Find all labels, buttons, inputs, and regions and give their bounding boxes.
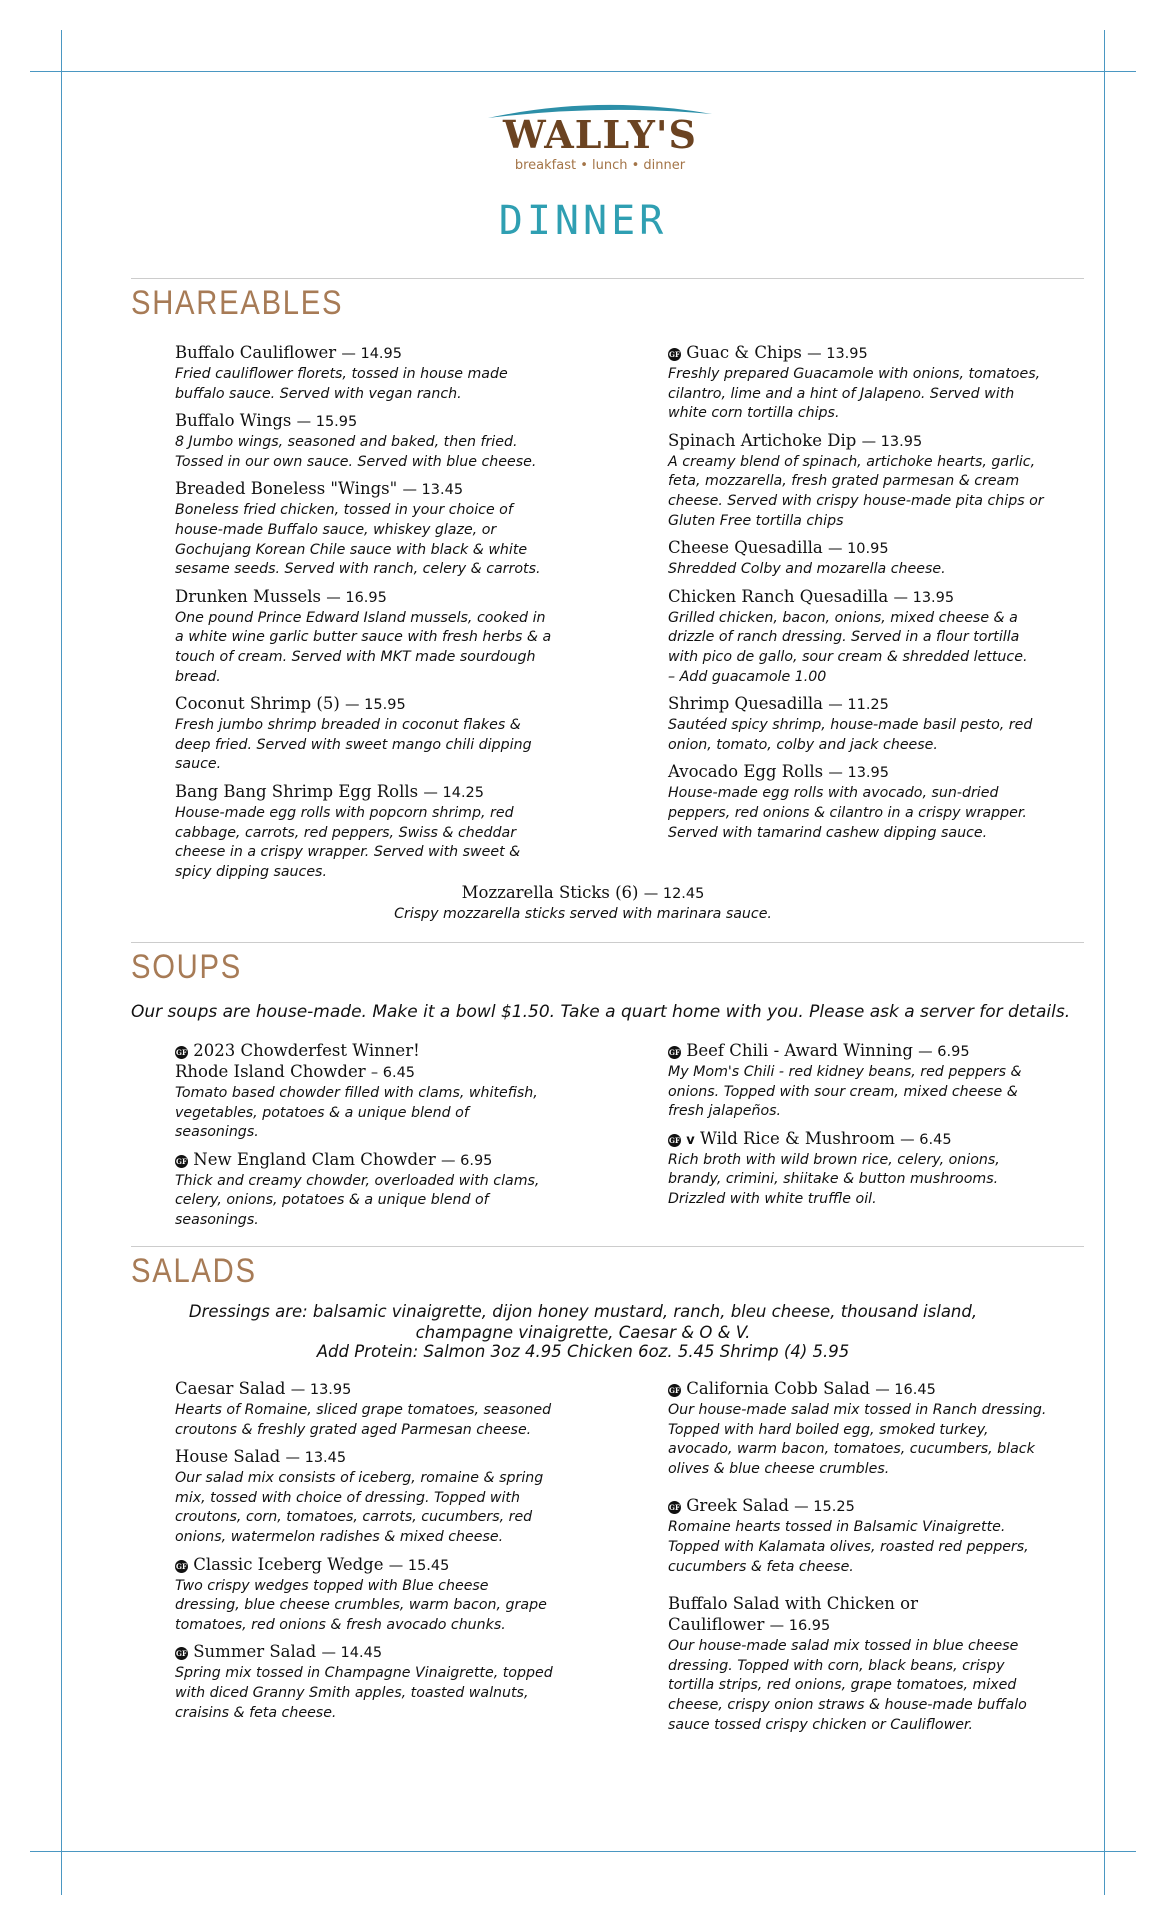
section-title-salads: SALADS xyxy=(131,1252,257,1290)
menu-item xyxy=(668,342,1088,424)
wallys-logo xyxy=(480,98,720,180)
gluten-free-icon: GF xyxy=(176,1156,187,1166)
menu-item xyxy=(175,1378,605,1440)
item-name: Buffalo Salad with Chicken or xyxy=(668,1594,918,1614)
item-price: — 15.45 xyxy=(388,1557,450,1574)
item-price: — 15.95 xyxy=(296,414,358,431)
item-name: Cheese Quesadilla xyxy=(668,538,823,558)
item-description-line: Served with tamarind cashew dipping sauce. xyxy=(668,824,988,841)
mozzarella-sticks-item xyxy=(0,882,1166,925)
item-description-line: Topped with Kalamata olives, roasted red peppers, xyxy=(668,1538,1029,1555)
item-price: – 6.45 xyxy=(370,1065,416,1081)
item-description-line: with pico de gallo, sour cream & shredded lettuce. xyxy=(668,648,1028,665)
item-description-line: Grilled chicken, bacon, onions, mixed cheese & a xyxy=(668,609,1018,626)
item-description-line: Hearts of Romaine, sliced grape tomatoes, seasoned xyxy=(175,1402,552,1418)
item-description-line: Our house-made salad mix tossed in blue cheese xyxy=(668,1638,1019,1655)
item-description-line: with diced Granny Smith apples, toasted walnuts, xyxy=(175,1684,529,1701)
item-description-line: bread. xyxy=(175,668,221,685)
item-price: — 15.25 xyxy=(794,1499,855,1516)
item-name: Greek Salad xyxy=(686,1496,789,1516)
item-description-line: cilantro, lime and a hint of Jalapeno. Served with xyxy=(668,385,1015,402)
add-protein-line: Add Protein: Salmon 3oz 4.95 Chicken 6oz. 5.45 Shrimp (4) 5.95 xyxy=(316,1342,850,1361)
item-description-line: Thick and creamy chowder, overloaded with clams, xyxy=(175,1172,540,1189)
item-description-line: house-made Buffalo sauce, whiskey glaze, or xyxy=(175,521,497,538)
menu-item xyxy=(668,1378,1088,1479)
item-name: Chicken Ranch Quesadilla xyxy=(668,586,889,606)
item-price: — 13.95 xyxy=(807,346,868,362)
item-name: Drunken Mussels xyxy=(175,586,321,606)
item-description-line: dressing, blue cheese crumbles, warm bacon, grape xyxy=(175,1597,547,1614)
item-price: — 14.95 xyxy=(341,346,402,362)
item-description-line: Our house-made salad mix tossed in Ranch dressing. xyxy=(668,1402,1047,1418)
item-description-line: seasonings. xyxy=(175,1211,259,1228)
menu-item xyxy=(175,1554,605,1636)
item-description-line: brandy, crimini, shiitake & button mushrooms. xyxy=(668,1171,999,1188)
menu-item xyxy=(668,693,1088,755)
item-description-line: A creamy blend of spinach, artichoke hearts, garlic, xyxy=(668,453,1036,470)
soups-note: Our soups are house-made. Make it a bowl $1.50. Take a quart home with you. Please ask a server for details. xyxy=(131,1002,1071,1022)
item-description-line: Shredded Colby and mozarella cheese. xyxy=(668,561,946,578)
item-price: — 16.95 xyxy=(326,589,387,606)
item-name: Avocado Egg Rolls xyxy=(668,762,824,782)
item-description-line: Fresh jumbo shrimp breaded in coconut flakes & xyxy=(175,717,521,734)
item-description-line: cucumbers & feta cheese. xyxy=(668,1558,854,1575)
item-description-line: Two crispy wedges topped with Blue cheese xyxy=(175,1577,489,1594)
item-description-line: mix, tossed with choice of dressing. Topped with xyxy=(175,1489,520,1506)
item-description-line: deep fried. Served with sweet mango chili dipping xyxy=(175,736,532,753)
soups-left-column xyxy=(175,1040,605,1237)
logo-name: WALLY'S xyxy=(503,112,697,157)
item-name: New England Clam Chowder xyxy=(193,1149,436,1169)
item-name: House Salad xyxy=(175,1447,281,1467)
item-name: Bang Bang Shrimp Egg Rolls xyxy=(175,781,419,801)
item-description-line: craisins & feta cheese. xyxy=(175,1704,337,1721)
menu-item xyxy=(668,586,1088,687)
item-price: — 16.45 xyxy=(875,1382,936,1398)
menu-item xyxy=(668,1040,1088,1122)
item-price: — 6.95 xyxy=(918,1044,970,1060)
menu-item xyxy=(175,586,605,687)
section-title-soups: SOUPS xyxy=(131,948,242,986)
item-description-line: seasonings. xyxy=(175,1124,259,1141)
item-name: Beef Chili - Award Winning xyxy=(686,1041,913,1060)
menu-item xyxy=(668,430,1088,531)
item-description-line: Gluten Free tortilla chips xyxy=(668,512,844,529)
menu-item xyxy=(668,1495,1088,1577)
menu-item xyxy=(175,342,605,404)
dressings-line-2: champagne vinaigrette, Caesar & O & V. xyxy=(415,1323,751,1342)
menu-item xyxy=(668,1128,1088,1210)
gluten-free-icon: GF xyxy=(669,1048,680,1057)
guide-line-left xyxy=(61,30,62,1895)
item-description-line: olives & blue cheese crumbles. xyxy=(668,1460,890,1477)
item-description-line: drizzle of ranch dressing. Served in a flour tortilla xyxy=(668,629,1020,646)
item-description-line: croutons & freshly grated aged Parmesan cheese. xyxy=(175,1421,532,1438)
item-price: — 13.95 xyxy=(861,433,923,450)
item-description-line: sesame seeds. Served with ranch, celery & carrots. xyxy=(175,561,541,578)
item-description-line: cheese in a crispy wrapper. Served with sweet & xyxy=(175,844,521,861)
menu-item xyxy=(175,478,605,579)
divider xyxy=(131,942,1084,943)
item-description-line: Spring mix tossed in Champagne Vinaigrette, topped xyxy=(175,1665,553,1682)
item-description-line: onion, tomato, colby and jack cheese. xyxy=(668,736,938,753)
gluten-free-icon: GF xyxy=(176,1649,187,1659)
item-description-line: Sautéed spicy shrimp, house-made basil pesto, red xyxy=(668,717,1033,734)
item-name-line-2: Cauliflower xyxy=(668,1615,765,1635)
item-name: Wild Rice & Mushroom xyxy=(699,1128,895,1148)
item-name: California Cobb Salad xyxy=(686,1379,870,1398)
item-price: — 6.95 xyxy=(441,1152,493,1169)
item-description-line: Our salad mix consists of iceberg, romaine & spring xyxy=(175,1470,544,1487)
item-description-line: avocado, warm bacon, tomatoes, cucumbers, black xyxy=(668,1441,1035,1458)
item-description: Crispy mozzarella sticks served with marinara sauce. xyxy=(394,906,772,922)
item-description-line: buffalo sauce. Served with vegan ranch. xyxy=(175,385,462,402)
divider xyxy=(131,1246,1084,1247)
vegetarian-icon: v xyxy=(686,1132,695,1148)
shareables-left-column xyxy=(175,342,605,888)
item-name: 2023 Chowderfest Winner! xyxy=(193,1041,420,1060)
item-description-line: Romaine hearts tossed in Balsamic Vinaigrette. xyxy=(668,1519,1006,1536)
item-description-line: onions. Topped with sour cream, mixed cheese & xyxy=(668,1083,1018,1100)
gluten-free-icon: GF xyxy=(176,1048,187,1057)
menu-item xyxy=(175,781,605,882)
item-price: — 13.45 xyxy=(402,482,464,499)
salads-right-column xyxy=(668,1378,1088,1741)
item-description-line: Gochujang Korean Chile sauce with black & white xyxy=(175,541,528,558)
menu-item xyxy=(668,1593,1088,1735)
item-price: — 13.45 xyxy=(285,1450,347,1467)
item-description-line: dressing. Topped with corn, black beans, crispy xyxy=(668,1657,1005,1674)
item-name: Coconut Shrimp (5) xyxy=(175,694,340,714)
divider xyxy=(131,278,1084,279)
item-description-line: celery, onions, potatoes & a unique blend of xyxy=(175,1192,489,1209)
item-description-line: cheese. Served with crispy house-made pita chips or xyxy=(668,492,1044,509)
guide-line-top xyxy=(30,71,1136,72)
menu-item xyxy=(175,1149,605,1231)
item-description-line: vegetables, potatoes & a unique blend of xyxy=(175,1104,469,1121)
gluten-free-icon: GF xyxy=(669,350,680,359)
item-name: Summer Salad xyxy=(193,1642,317,1662)
item-name: Guac & Chips xyxy=(686,343,802,362)
item-name: Classic Iceberg Wedge xyxy=(193,1554,384,1574)
salads-left-column xyxy=(175,1378,605,1729)
dressings-line-1: Dressings are: balsamic vinaigrette, dijon honey mustard, ranch, bleu cheese, thousand island, xyxy=(188,1302,978,1321)
menu-item xyxy=(175,693,605,775)
menu-title: DINNER xyxy=(498,198,668,244)
item-description-line: One pound Prince Edward Island mussels, cooked in xyxy=(175,609,546,626)
item-description-line: spicy dipping sauces. xyxy=(175,863,327,880)
item-description-line: feta, mozzarella, fresh grated parmesan & cream xyxy=(668,473,1020,490)
item-description-line: tomatoes, red onions & fresh avocado chunks. xyxy=(175,1616,506,1633)
item-price: — 14.45 xyxy=(321,1645,383,1662)
item-price: — 12.45 xyxy=(643,886,705,902)
soups-right-column xyxy=(668,1040,1088,1216)
item-description-line: touch of cream. Served with MKT made sourdough xyxy=(175,648,536,665)
item-description-line: Drizzled with white truffle oil. xyxy=(668,1190,877,1207)
item-description-line: Topped with hard boiled egg, smoked turkey, xyxy=(668,1421,989,1438)
menu-item xyxy=(668,761,1088,843)
item-price: — 15.95 xyxy=(345,697,406,714)
menu-item xyxy=(175,1641,605,1723)
item-price: — 14.25 xyxy=(423,784,485,801)
item-description-line: peppers, red onions & cilantro in a crispy wrapper. xyxy=(668,804,1027,821)
item-price: — 11.25 xyxy=(828,697,889,714)
item-description-line: onions, watermelon radishes & mixed cheese. xyxy=(175,1528,504,1545)
item-description-line: 8 Jumbo wings, seasoned and baked, then fried. xyxy=(175,434,518,451)
item-description-line: Fried cauliflower florets, tossed in house made xyxy=(175,366,508,382)
item-description-line: Rich broth with wild brown rice, celery, onions, xyxy=(668,1151,1000,1168)
item-name: Caesar Salad xyxy=(175,1379,286,1398)
item-description-line: tortilla strips, red onions, grape tomatoes, mixed xyxy=(668,1677,1017,1694)
item-name: Mozzarella Sticks (6) xyxy=(461,883,639,902)
guide-line-bottom xyxy=(30,1851,1136,1852)
item-price: — 13.95 xyxy=(828,765,889,782)
section-title-shareables: SHAREABLES xyxy=(131,284,344,322)
item-description-line: House-made egg rolls with avocado, sun-dried xyxy=(668,785,999,802)
menu-item xyxy=(175,1040,605,1143)
item-description-line: fresh jalapeños. xyxy=(668,1103,782,1120)
item-description-line: Boneless fried chicken, tossed in your choice of xyxy=(175,502,513,519)
item-name: Spinach Artichoke Dip xyxy=(668,430,857,450)
item-description-line: Freshly prepared Guacamole with onions, tomatoes, xyxy=(668,366,1041,382)
item-description-line: Tossed in our own sauce. Served with blue cheese. xyxy=(175,453,537,470)
gluten-free-icon: GF xyxy=(669,1135,680,1145)
item-description-line: sauce tossed crispy chicken or Cauliflower. xyxy=(668,1716,973,1733)
item-description-line: cabbage, carrots, red peppers, Swiss & cheddar xyxy=(175,824,517,841)
item-price: — 13.95 xyxy=(893,589,955,606)
item-description-line: white corn tortilla chips. xyxy=(668,405,840,422)
item-description-line: – Add guacamole 1.00 xyxy=(668,668,827,685)
logo-tagline: breakfast • lunch • dinner xyxy=(514,158,686,173)
menu-item xyxy=(668,537,1088,580)
item-description-line: My Mom's Chili - red kidney beans, red peppers & xyxy=(668,1064,1022,1080)
menu-item xyxy=(175,1446,605,1547)
guide-line-right xyxy=(1104,30,1105,1895)
item-price: — 16.95 xyxy=(769,1618,831,1635)
menu-item xyxy=(175,410,605,472)
item-description-line: cheese, crispy onion straws & house-made buffalo xyxy=(668,1696,1027,1713)
item-name: Shrimp Quesadilla xyxy=(668,694,824,714)
item-name: Buffalo Cauliflower xyxy=(175,343,337,362)
gluten-free-icon: GF xyxy=(669,1386,680,1395)
item-description-line: croutons, corn, tomatoes, carrots, cucumbers, red xyxy=(175,1509,533,1526)
shareables-right-column xyxy=(668,342,1088,849)
item-description-line: a white wine garlic butter sauce with fresh herbs & a xyxy=(175,629,552,646)
gluten-free-icon: GF xyxy=(669,1503,680,1513)
item-description-line: Tomato based chowder filled with clams, whitefish, xyxy=(175,1085,538,1101)
item-price: — 13.95 xyxy=(290,1382,352,1398)
item-price: — 10.95 xyxy=(827,541,889,558)
item-description-line: House-made egg rolls with popcorn shrimp, red xyxy=(175,804,514,821)
item-name: Buffalo Wings xyxy=(175,411,292,431)
item-price: — 6.45 xyxy=(900,1131,952,1148)
item-description-line: sauce. xyxy=(175,756,222,773)
item-name: Breaded Boneless "Wings" xyxy=(175,479,398,499)
item-name-line-2: Rhode Island Chowder xyxy=(175,1062,366,1081)
gluten-free-icon: GF xyxy=(176,1561,187,1571)
